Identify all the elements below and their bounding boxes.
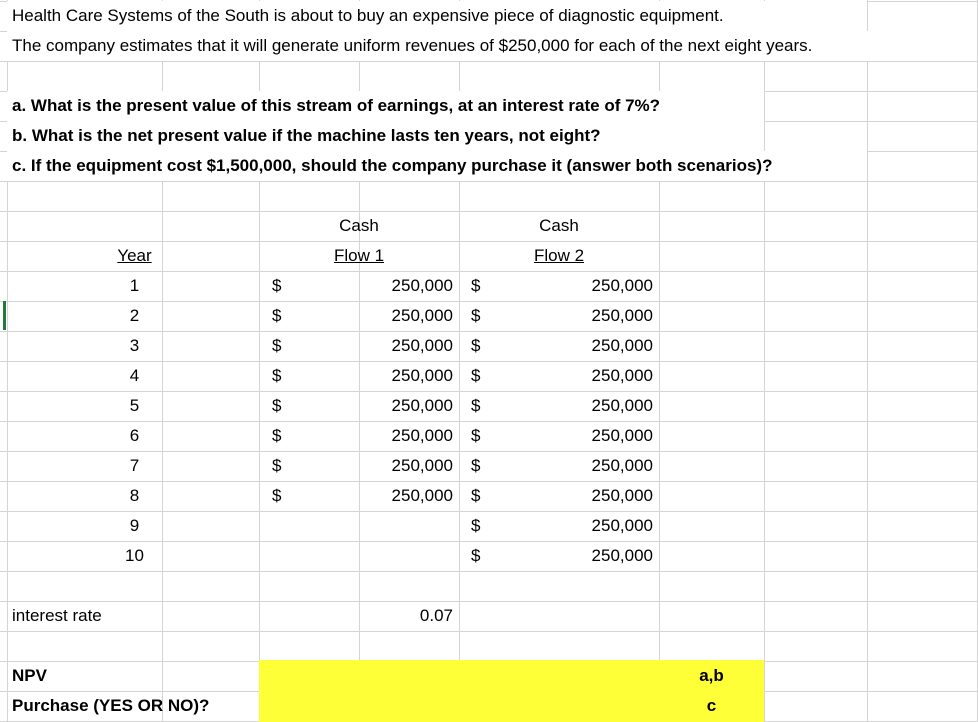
row-gridline bbox=[0, 61, 978, 62]
year-cell[interactable]: 4 bbox=[129, 366, 140, 385]
row-gridline bbox=[0, 181, 978, 182]
cash-flow-2-value[interactable]: 250,000 bbox=[591, 456, 653, 475]
npv-note: a,b bbox=[699, 666, 724, 685]
cash-flow-2-header-top[interactable]: Cash bbox=[539, 216, 579, 235]
currency-symbol: $ bbox=[272, 396, 282, 415]
year-cell[interactable]: 1 bbox=[129, 276, 140, 295]
cash-flow-1-value[interactable]: 250,000 bbox=[391, 456, 453, 475]
currency-symbol: $ bbox=[471, 336, 481, 355]
cash-flow-2-value[interactable]: 250,000 bbox=[591, 546, 653, 565]
currency-symbol: $ bbox=[471, 276, 481, 295]
currency-symbol: $ bbox=[471, 306, 481, 325]
year-cell[interactable]: 5 bbox=[129, 396, 140, 415]
npv-label[interactable]: NPV bbox=[12, 666, 47, 685]
purchase-label[interactable]: Purchase (YES OR NO)? bbox=[12, 696, 210, 715]
year-cell[interactable]: 2 bbox=[129, 306, 140, 325]
cash-flow-2-value[interactable]: 250,000 bbox=[591, 366, 653, 385]
cash-flow-2-value[interactable]: 250,000 bbox=[591, 396, 653, 415]
cash-flow-2-value[interactable]: 250,000 bbox=[591, 486, 653, 505]
currency-symbol: $ bbox=[272, 366, 282, 385]
question-c[interactable]: c. If the equipment cost $1,500,000, should the company purchase it (answer both scenarios)? bbox=[7, 151, 867, 181]
question-b[interactable]: b. What is the net present value if the machine lasts ten years, not eight? bbox=[7, 121, 764, 151]
year-cell[interactable]: 8 bbox=[129, 486, 140, 505]
currency-symbol: $ bbox=[272, 306, 282, 325]
year-header[interactable]: Year bbox=[117, 246, 152, 265]
cash-flow-2-value[interactable]: 250,000 bbox=[591, 336, 653, 355]
interest-rate-label[interactable]: interest rate bbox=[12, 606, 102, 625]
intro-line-2[interactable]: The company estimates that it will generate uniform revenues of $250,000 for each of the next eight years. bbox=[7, 31, 977, 61]
question-a[interactable]: a. What is the present value of this stream of earnings, at an interest rate of 7%? bbox=[7, 91, 764, 121]
currency-symbol: $ bbox=[272, 456, 282, 475]
currency-symbol: $ bbox=[471, 516, 481, 535]
currency-symbol: $ bbox=[272, 276, 282, 295]
year-cell[interactable]: 10 bbox=[125, 546, 144, 565]
currency-symbol: $ bbox=[471, 486, 481, 505]
currency-symbol: $ bbox=[272, 486, 282, 505]
cash-flow-1-value[interactable]: 250,000 bbox=[391, 306, 453, 325]
row-gridline bbox=[0, 571, 978, 572]
cash-flow-2-value[interactable]: 250,000 bbox=[591, 306, 653, 325]
currency-symbol: $ bbox=[471, 366, 481, 385]
active-cell-indicator bbox=[3, 301, 6, 330]
currency-symbol: $ bbox=[272, 336, 282, 355]
currency-symbol: $ bbox=[471, 456, 481, 475]
cash-flow-1-value[interactable]: 250,000 bbox=[391, 276, 453, 295]
cash-flow-2-header[interactable]: Flow 2 bbox=[533, 246, 585, 265]
cash-flow-1-value[interactable]: 250,000 bbox=[391, 486, 453, 505]
cash-flow-1-value[interactable]: 250,000 bbox=[391, 396, 453, 415]
cash-flow-1-header[interactable]: Flow 1 bbox=[333, 246, 385, 265]
cash-flow-1-value[interactable]: 250,000 bbox=[391, 366, 453, 385]
cash-flow-2-value[interactable]: 250,000 bbox=[591, 426, 653, 445]
purchase-note: c bbox=[706, 696, 717, 715]
row-gridline bbox=[0, 631, 978, 632]
cash-flow-2-value[interactable]: 250,000 bbox=[591, 276, 653, 295]
cash-flow-1-value[interactable]: 250,000 bbox=[391, 336, 453, 355]
year-cell[interactable]: 3 bbox=[129, 336, 140, 355]
interest-rate-value[interactable]: 0.07 bbox=[419, 606, 453, 625]
intro-line-1[interactable]: Health Care Systems of the South is about to buy an expensive piece of diagnostic equipment. bbox=[7, 1, 867, 31]
year-cell[interactable]: 9 bbox=[129, 516, 140, 535]
currency-symbol: $ bbox=[471, 426, 481, 445]
currency-symbol: $ bbox=[471, 396, 481, 415]
currency-symbol: $ bbox=[272, 426, 282, 445]
cash-flow-2-value[interactable]: 250,000 bbox=[591, 516, 653, 535]
year-cell[interactable]: 7 bbox=[129, 456, 140, 475]
cash-flow-1-header-top[interactable]: Cash bbox=[339, 216, 379, 235]
cash-flow-1-value[interactable]: 250,000 bbox=[391, 426, 453, 445]
year-cell[interactable]: 6 bbox=[129, 426, 140, 445]
currency-symbol: $ bbox=[471, 546, 481, 565]
